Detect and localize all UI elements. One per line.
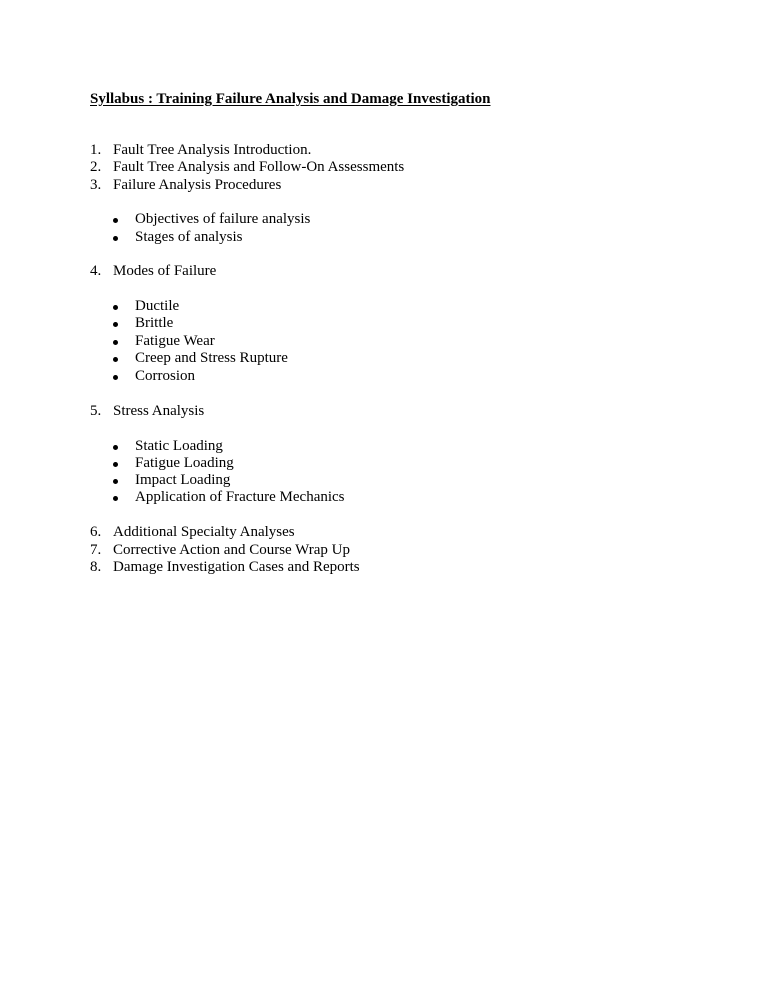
item-number: 2. — [90, 159, 102, 175]
bullet-icon — [113, 236, 118, 241]
item-number: 5. — [90, 403, 102, 419]
list-item: Damage Investigation Cases and Reports — [113, 559, 360, 575]
list-item: Additional Specialty Analyses — [113, 524, 295, 540]
bullet-icon — [113, 445, 118, 450]
bullet-icon — [113, 479, 118, 484]
sub-list-item: Ductile — [135, 298, 180, 314]
bullet-icon — [113, 357, 118, 362]
bullet-icon — [113, 462, 118, 467]
sub-list-item: Brittle — [135, 315, 174, 331]
item-number: 6. — [90, 524, 102, 540]
list-item: Failure Analysis Procedures — [113, 177, 282, 193]
item-number: 7. — [90, 542, 102, 558]
bullet-icon — [113, 218, 118, 223]
sub-list-item: Objectives of failure analysis — [135, 211, 311, 227]
item-number: 8. — [90, 559, 102, 575]
list-item: Fault Tree Analysis Introduction. — [113, 142, 312, 158]
list-item: Modes of Failure — [113, 263, 217, 279]
sub-list-item: Fatigue Wear — [135, 333, 215, 349]
bullet-icon — [113, 340, 118, 345]
item-number: 1. — [90, 142, 102, 158]
sub-list-item: Fatigue Loading — [135, 455, 234, 471]
sub-list-item: Impact Loading — [135, 472, 231, 488]
item-number: 3. — [90, 177, 102, 193]
page-title: Syllabus : Training Failure Analysis and Damage Investigation — [90, 91, 491, 107]
sub-list-item: Creep and Stress Rupture — [135, 350, 288, 366]
bullet-icon — [113, 322, 118, 327]
bullet-icon — [113, 305, 118, 310]
item-number: 4. — [90, 263, 102, 279]
sub-list-item: Stages of analysis — [135, 229, 243, 245]
sub-list-item: Corrosion — [135, 368, 195, 384]
sub-list-item: Static Loading — [135, 438, 223, 454]
bullet-icon — [113, 375, 118, 380]
sub-list-item: Application of Fracture Mechanics — [135, 489, 345, 505]
list-item: Corrective Action and Course Wrap Up — [113, 542, 350, 558]
list-item: Stress Analysis — [113, 403, 205, 419]
list-item: Fault Tree Analysis and Follow-On Assessments — [113, 159, 405, 175]
bullet-icon — [113, 496, 118, 501]
